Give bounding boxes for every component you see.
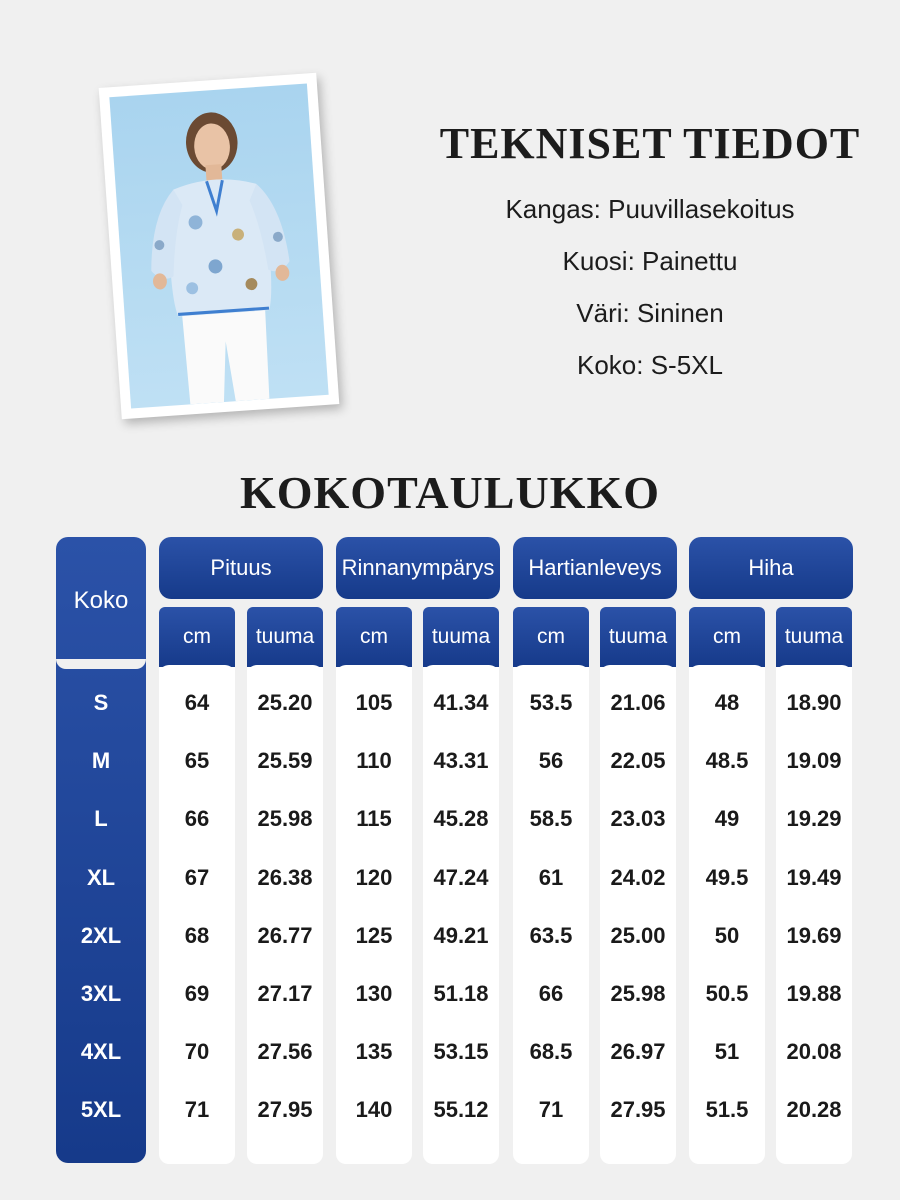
table-cell: 49.5: [705, 864, 749, 890]
table-cell: 19.29: [786, 806, 842, 832]
table-cell: 23.03: [610, 806, 666, 832]
size-label: XL: [86, 864, 116, 890]
table-cell: 19.09: [786, 748, 842, 774]
table-cell: 45.28: [433, 806, 489, 832]
table-cell: 27.95: [610, 1097, 666, 1123]
unit-header-sleeve-cm: cm: [689, 607, 765, 667]
group-header-sleeve: Hiha: [689, 537, 853, 599]
table-cell: 22.05: [610, 748, 666, 774]
size-chart-title: KOKOTAULUKKO: [239, 467, 661, 518]
table-cell: 115: [356, 806, 392, 832]
product-photo-card: [99, 73, 340, 419]
size-label: M: [91, 748, 111, 774]
unit-header-chest-cm: cm: [336, 607, 412, 667]
table-cell: 66: [184, 806, 210, 832]
table-cell: 105: [355, 690, 393, 715]
table-cell: 56: [538, 748, 564, 774]
table-cell: 41.34: [433, 690, 489, 715]
table-cell: 71: [538, 1097, 564, 1123]
spec-size-range: Koko: S-5XL: [577, 350, 723, 380]
table-cell: 51: [714, 1039, 740, 1065]
table-cell: 55.12: [433, 1097, 489, 1123]
table-cell: 68: [184, 922, 210, 948]
table-cell: 66: [538, 981, 564, 1006]
table-cell: 20.08: [786, 1039, 842, 1065]
table-cell: 25.98: [610, 981, 666, 1006]
table-cell: 26.77: [257, 922, 313, 948]
size-label: 2XL: [80, 922, 122, 948]
group-header-shoulder: Hartianleveys: [513, 537, 677, 599]
size-label: S: [93, 690, 109, 715]
table-cell: 50.5: [705, 981, 749, 1006]
table-cell: 68.5: [529, 1039, 573, 1065]
table-cell: 25.20: [257, 690, 313, 715]
group-header-length: Pituus: [159, 537, 323, 599]
table-cell: 51.18: [433, 981, 489, 1006]
spec-color: Väri: Sininen: [576, 298, 724, 328]
table-cell: 125: [355, 922, 393, 948]
table-cell: 53.5: [529, 690, 573, 715]
spec-fabric: Kangas: Puuvillasekoitus: [505, 194, 795, 224]
table-cell: 24.02: [610, 864, 666, 890]
table-cell: 51.5: [705, 1097, 749, 1123]
table-cell: 58.5: [529, 806, 573, 832]
table-cell: 49: [714, 806, 740, 832]
table-cell: 70: [184, 1039, 210, 1065]
table-cell: 19.88: [786, 981, 842, 1006]
table-cell: 53.15: [433, 1039, 489, 1065]
model-illustration: [109, 83, 328, 408]
unit-header-shoulder-tuuma: tuuma: [600, 607, 676, 667]
table-cell: 19.49: [786, 864, 842, 890]
size-label: 5XL: [80, 1097, 122, 1123]
table-cell: 71: [184, 1097, 210, 1123]
table-cell: 27.95: [257, 1097, 313, 1123]
table-cell: 25.98: [257, 806, 313, 832]
table-cell: 48.5: [705, 748, 749, 774]
table-cell: 26.38: [257, 864, 313, 890]
table-cell: 25.59: [257, 748, 313, 774]
spec-pattern: Kuosi: Painettu: [562, 246, 738, 276]
table-cell: 69: [184, 981, 210, 1006]
unit-header-length-cm: cm: [159, 607, 235, 667]
size-column: [56, 537, 146, 1163]
size-label: 3XL: [80, 981, 122, 1006]
table-cell: 63.5: [529, 922, 573, 948]
table-cell: 27.56: [257, 1039, 313, 1065]
table-cell: 140: [355, 1097, 393, 1123]
table-cell: 47.24: [433, 864, 489, 890]
specs-section: [420, 118, 880, 391]
unit-header-shoulder-cm: cm: [513, 607, 589, 667]
table-cell: 61: [538, 864, 564, 890]
table-cell: 21.06: [610, 690, 666, 715]
group-header-chest: Rinnanympärys: [336, 537, 500, 599]
size-label: L: [94, 806, 108, 832]
table-cell: 49.21: [433, 922, 489, 948]
specs-title: TEKNISET TIEDOT: [439, 119, 861, 168]
table-cell: 120: [355, 864, 393, 890]
table-cell: 65: [184, 748, 210, 774]
unit-header-chest-tuuma: tuuma: [423, 607, 499, 667]
table-cell: 27.17: [257, 981, 313, 1006]
size-column-divider: [56, 659, 146, 669]
table-cell: 67: [184, 864, 210, 890]
table-cell: 19.69: [786, 922, 842, 948]
table-cell: 135: [355, 1039, 393, 1065]
table-cell: 26.97: [610, 1039, 666, 1065]
table-cell: 20.28: [786, 1097, 842, 1123]
size-column-header: Koko: [73, 587, 129, 614]
table-cell: 48: [714, 690, 740, 715]
table-cell: 18.90: [786, 690, 842, 715]
table-cell: 43.31: [433, 748, 489, 774]
product-photo: [109, 83, 328, 408]
table-cell: 50: [714, 922, 740, 948]
unit-header-length-tuuma: tuuma: [247, 607, 323, 667]
table-cell: 130: [355, 981, 393, 1006]
table-cell: 64: [184, 690, 210, 715]
size-label: 4XL: [80, 1039, 122, 1065]
unit-header-sleeve-tuuma: tuuma: [776, 607, 852, 667]
table-cell: 25.00: [610, 922, 666, 948]
table-cell: 110: [356, 748, 392, 774]
